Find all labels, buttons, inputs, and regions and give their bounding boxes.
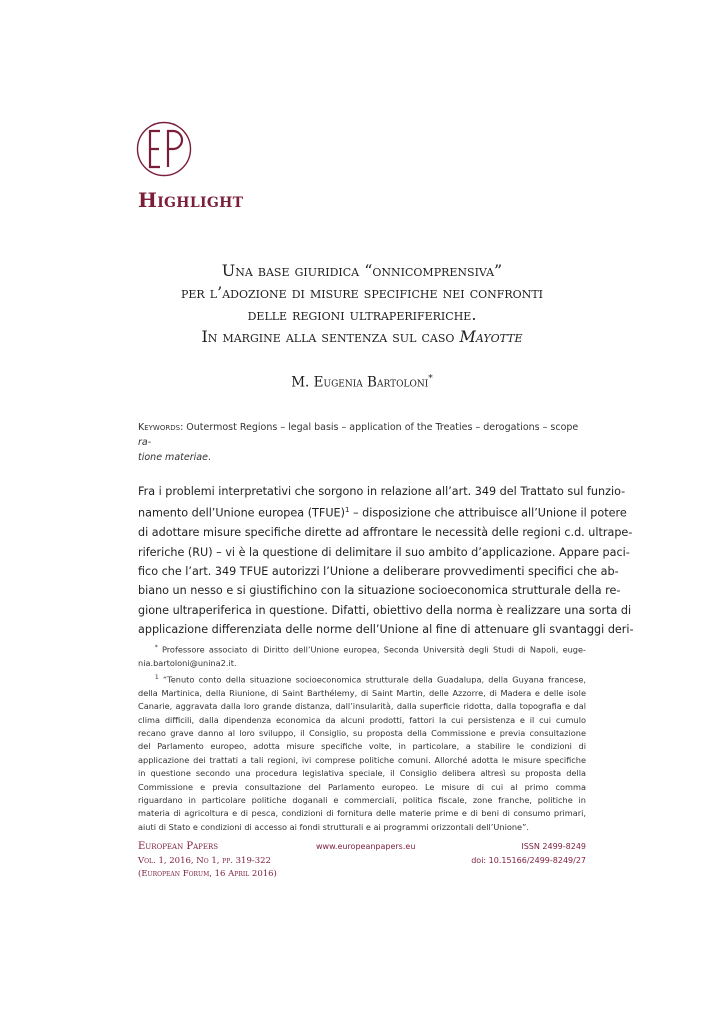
keywords-italic-2: tione materiae (138, 452, 208, 463)
title-line-3: delle regioni ultraperiferiche. (247, 305, 477, 324)
keywords (138, 420, 586, 465)
body-line: di adottare misure specifiche dirette ad affrontare le necessità delle regioni c.d. ultrape- (138, 526, 633, 540)
author-name: M. Eugenia Bartoloni (291, 374, 429, 391)
body-line: applicazione differenziata delle norme dell’Unione al fine di attenuare gli svantaggi deri- (138, 622, 634, 636)
footnote-line: del Parlamento europeo, adotta misure specifiche volte, in particolare, a stabilire le condizioni di (138, 741, 586, 752)
body-line: Fra i problemi interpretativi che sorgono in relazione all’art. 349 del Trattato sul funzio- (138, 485, 626, 498)
body-line (138, 501, 627, 523)
footnote-ref[interactable]: 1 (344, 506, 350, 515)
keywords-italic-1: ra- (138, 437, 152, 448)
author-line (110, 374, 614, 391)
ep-monogram-icon (136, 121, 192, 177)
footnote-line: materia di agricoltura e di pesca, condizioni di fornitura delle materie prime e di beni di consumo primari, (138, 808, 586, 819)
body-line: riferiche (RU) – vi è la questione di delimitare il suo ambito d’applicazione. Appare paci- (138, 545, 630, 559)
footnote-line: Commissione e previa consultazione del Parlamento europeo. Le misure di cui al primo comma (138, 781, 586, 792)
footnote-line (138, 671, 586, 687)
footnote-mark: 1 (154, 673, 159, 681)
keywords-text: Outermost Regions – legal basis – application of the Treaties – derogations – scope (186, 422, 579, 433)
journal-url-link[interactable]: www.europeanpapers.eu (316, 842, 416, 851)
footnote-line: nia.bartoloni@unina2.it. (138, 658, 237, 669)
doi-link[interactable]: doi: 10.15166/2499-8249/27 (471, 856, 586, 865)
issn: ISSN 2499-8249 (521, 842, 586, 851)
article-title (110, 260, 614, 348)
footnote-line: recano grave danno al loro sviluppo, il Consiglio, su proposta della Commissione e previa consultazione (138, 727, 586, 738)
footnote-text: Professore associato di Diritto dell’Unione europea, Seconda Università degli Studi di Napoli, euge- (157, 644, 586, 655)
footnote-line: aiuti di Stato e condizioni di accesso ai fondi strutturali e ai programmi orizzontali dell’Unione”. (138, 821, 529, 832)
footnotes (138, 641, 586, 834)
footnote-text: “Tenuto conto della situazione socioeconomica strutturale della Guadalupa, della Guyana francese, (158, 674, 586, 685)
section-label: Highlight (138, 188, 244, 212)
body-line-text: – disposizione che attribuisce all’Unione il potere (349, 507, 627, 521)
body-line: biano un nesso e si giustifichino con la situazione socioeconomica strutturale della re- (138, 584, 621, 598)
body-line-text: namento dell’Unione europea (TFUE) (138, 507, 345, 521)
title-case-name: Mayotte (459, 327, 523, 346)
footnote-line: in questione secondo una procedura legislativa speciale, il Consiglio delibera altresì su proposta della (138, 768, 586, 779)
title-line-2: per l’adozione di misure specifiche nei confronti (181, 283, 543, 302)
body-paragraph (138, 482, 634, 639)
footnote-line: Canarie, aggravata dalla loro grande distanza, dall’insularità, dalla superficie ridotta, dalla topografia e dal (138, 701, 586, 712)
footnote-line: applicazione dei trattati a tali regioni, ivi comprese politiche comuni. Allorché adotta le misure specifiche (138, 754, 586, 765)
keywords-sep: : (180, 422, 187, 433)
keywords-label: Keywords (138, 422, 181, 433)
keywords-end: . (207, 452, 211, 463)
footnote-mark: * (154, 644, 158, 651)
page-footer (138, 841, 586, 881)
title-line-4 (110, 326, 614, 348)
footnote-line: riguardano in particolare politiche doganali e commerciali, politica fiscale, zone franche, politiche in (138, 794, 586, 805)
body-line: fico che l’art. 349 TFUE autorizzi l’Unione a deliberare provvedimenti specifici che ab- (138, 564, 619, 578)
title-line-1: Una base giuridica “onnicomprensiva” (221, 261, 503, 280)
footnote-line: della Martinica, della Riunione, di Saint Barthélemy, di Saint Martin, delle Azzorre, di Madera e delle isole (138, 687, 586, 698)
journal-volume: Vol. 1, 2016, No 1, pp. 319-322 (138, 856, 271, 866)
footnote-line (138, 641, 586, 657)
title-line-4-text: In margine alla sentenza sul caso (201, 327, 460, 346)
body-line: gione ultraperiferica in questione. Difatti, obiettivo della norma è realizzare una sorta di (138, 603, 632, 617)
footnote-line: clima difficili, dalla dipendenza economica da alcuni prodotti, fattori la cui persistenza e il cui cumulo (138, 714, 586, 725)
journal-name: European Papers (138, 841, 219, 852)
journal-forum: (European Forum, 16 April 2016) (138, 869, 277, 879)
author-footnote-mark: * (428, 374, 433, 384)
